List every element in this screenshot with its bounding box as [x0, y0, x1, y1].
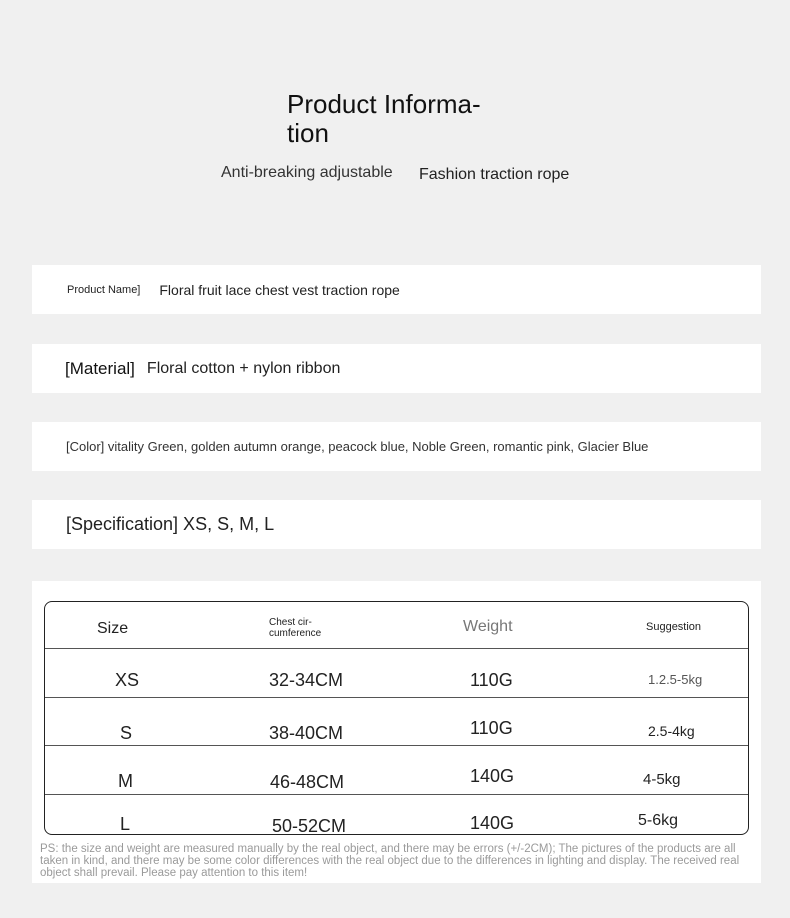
product-name-value: Floral fruit lace chest vest traction rope: [159, 281, 400, 298]
cell-weight: 110G: [470, 670, 513, 690]
cell-size: M: [118, 771, 133, 791]
page-title: Product Informa- tion: [287, 89, 481, 148]
cell-chest: 32-34CM: [269, 670, 344, 690]
table-row: [45, 794, 748, 834]
subtitle-left: Anti-breaking adjustable: [221, 164, 393, 181]
cell-weight: 110G: [470, 718, 513, 738]
material-value: Floral cotton + nylon ribbon: [146, 359, 341, 377]
material-row: [32, 344, 761, 393]
product-name-label: Product Name]: [67, 283, 141, 296]
header-size: Size: [97, 620, 129, 637]
cell-chest: 38-40CM: [269, 723, 344, 743]
cell-suggestion: 5-6kg: [638, 812, 679, 829]
specification-text: [Specification] XS, S, M, L: [66, 514, 275, 534]
subtitle-right: Fashion traction rope: [419, 166, 570, 183]
cell-size: S: [120, 723, 133, 743]
table-header-row: [45, 602, 748, 649]
product-name-row: [32, 265, 761, 314]
cell-size: XS: [115, 670, 140, 690]
table-row: [45, 745, 748, 795]
cell-suggestion: 2.5-4kg: [648, 723, 695, 739]
cell-chest: 50-52CM: [272, 816, 347, 835]
size-table: [44, 601, 749, 835]
material-label: [Material]: [65, 358, 135, 378]
disclaimer-note: PS: the size and weight are measured manually by the real object, and there may be errors (+/-2CM); The pictures of the products are all taken in kind, and there may be some color differences with the real object due to the differences in lighting and display. The received real object shall prevail. Please pay attention to this item!: [40, 843, 740, 879]
cell-chest: 46-48CM: [270, 772, 345, 792]
cell-weight: 140G: [470, 766, 515, 786]
cell-weight: 140G: [470, 813, 515, 833]
header-suggestion: Suggestion: [646, 621, 702, 633]
cell-suggestion: 1.2.5-5kg: [648, 672, 703, 687]
cell-size: L: [120, 814, 131, 834]
color-text: [Color] vitality Green, golden autumn orange, peacock blue, Noble Green, romantic pink, Glacier Blue: [66, 439, 649, 454]
cell-suggestion: 4-5kg: [643, 771, 681, 788]
header-weight: Weight: [463, 618, 513, 635]
table-row: [45, 648, 748, 698]
header-chest: Chest cir- cumference: [269, 617, 322, 639]
size-table-panel: [32, 581, 761, 883]
specification-row: [32, 500, 761, 549]
table-row: [45, 697, 748, 746]
color-row: [32, 422, 761, 471]
